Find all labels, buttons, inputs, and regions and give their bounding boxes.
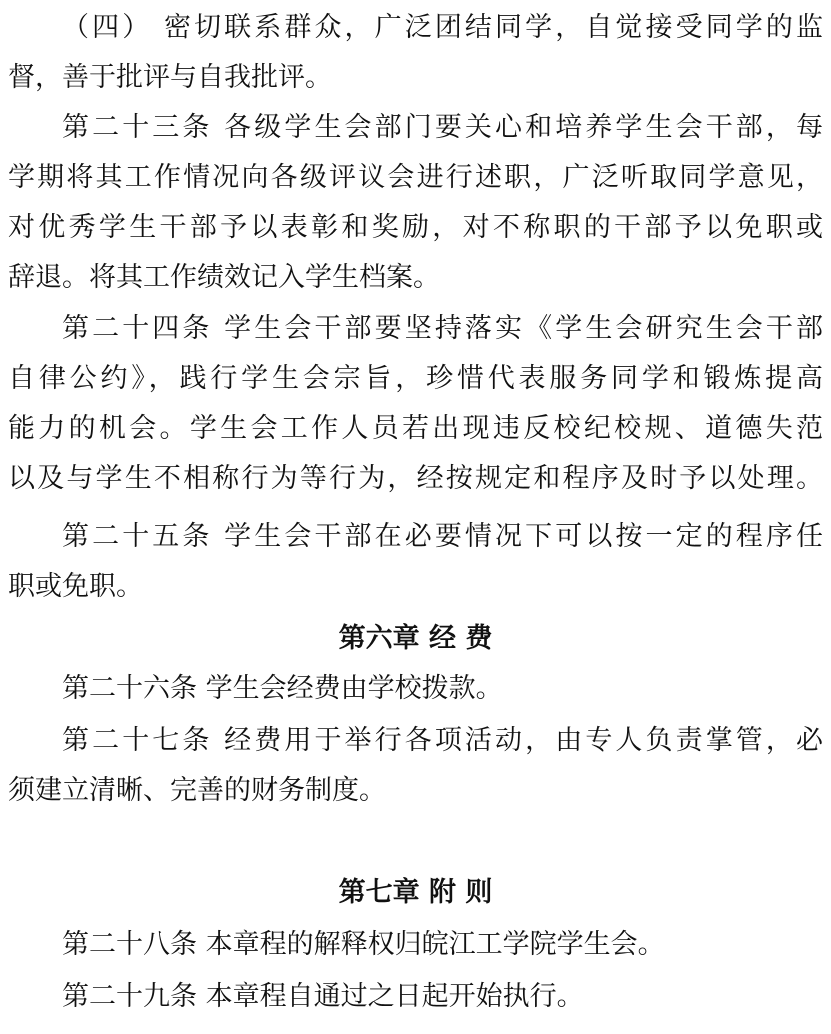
article-23-line: 对优秀学生干部予以表彰和奖励，对不称职的干部予以免职或	[8, 212, 823, 243]
article-29-line: 第二十九条 本章程自通过之日起开始执行。	[62, 981, 584, 1012]
article-23-line: 学期将其工作情况向各级评议会进行述职，广泛听取同学意见，	[8, 162, 823, 193]
chapter-6-title: 第六章 经 费	[338, 623, 493, 654]
article-24-line: 以及与学生不相称行为等行为，经按规定和程序及时予以处理。	[8, 463, 823, 494]
article-27-line: 第二十七条 经费用于举行各项活动，由专人负责掌管，必	[62, 725, 823, 756]
paragraph-line: （四） 密切联系群众，广泛团结同学，自觉接受同学的监	[62, 12, 823, 43]
article-27-line: 须建立清晰、完善的财务制度。	[8, 775, 386, 806]
article-23-line: 第二十三条 各级学生会部门要关心和培养学生会干部，每	[62, 112, 823, 143]
article-26-line: 第二十六条 学生会经费由学校拨款。	[62, 673, 503, 704]
article-28-line: 第二十八条 本章程的解释权归皖江工学院学生会。	[62, 929, 665, 960]
article-25-line: 第二十五条 学生会干部在必要情况下可以按一定的程序任	[62, 521, 823, 552]
paragraph-line: 督，善于批评与自我批评。	[8, 62, 332, 93]
article-24-line: 自律公约》，践行学生会宗旨，珍惜代表服务同学和锻炼提高	[8, 363, 823, 394]
chapter-7-title: 第七章 附 则	[338, 877, 493, 908]
article-24-line: 第二十四条 学生会干部要坚持落实《学生会研究生会干部	[62, 313, 823, 344]
article-24-line: 能力的机会。学生会工作人员若出现违反校纪校规、道德失范	[8, 413, 823, 444]
article-23-line: 辞退。将其工作绩效记入学生档案。	[8, 262, 440, 293]
article-25-line: 职或免职。	[8, 571, 143, 602]
